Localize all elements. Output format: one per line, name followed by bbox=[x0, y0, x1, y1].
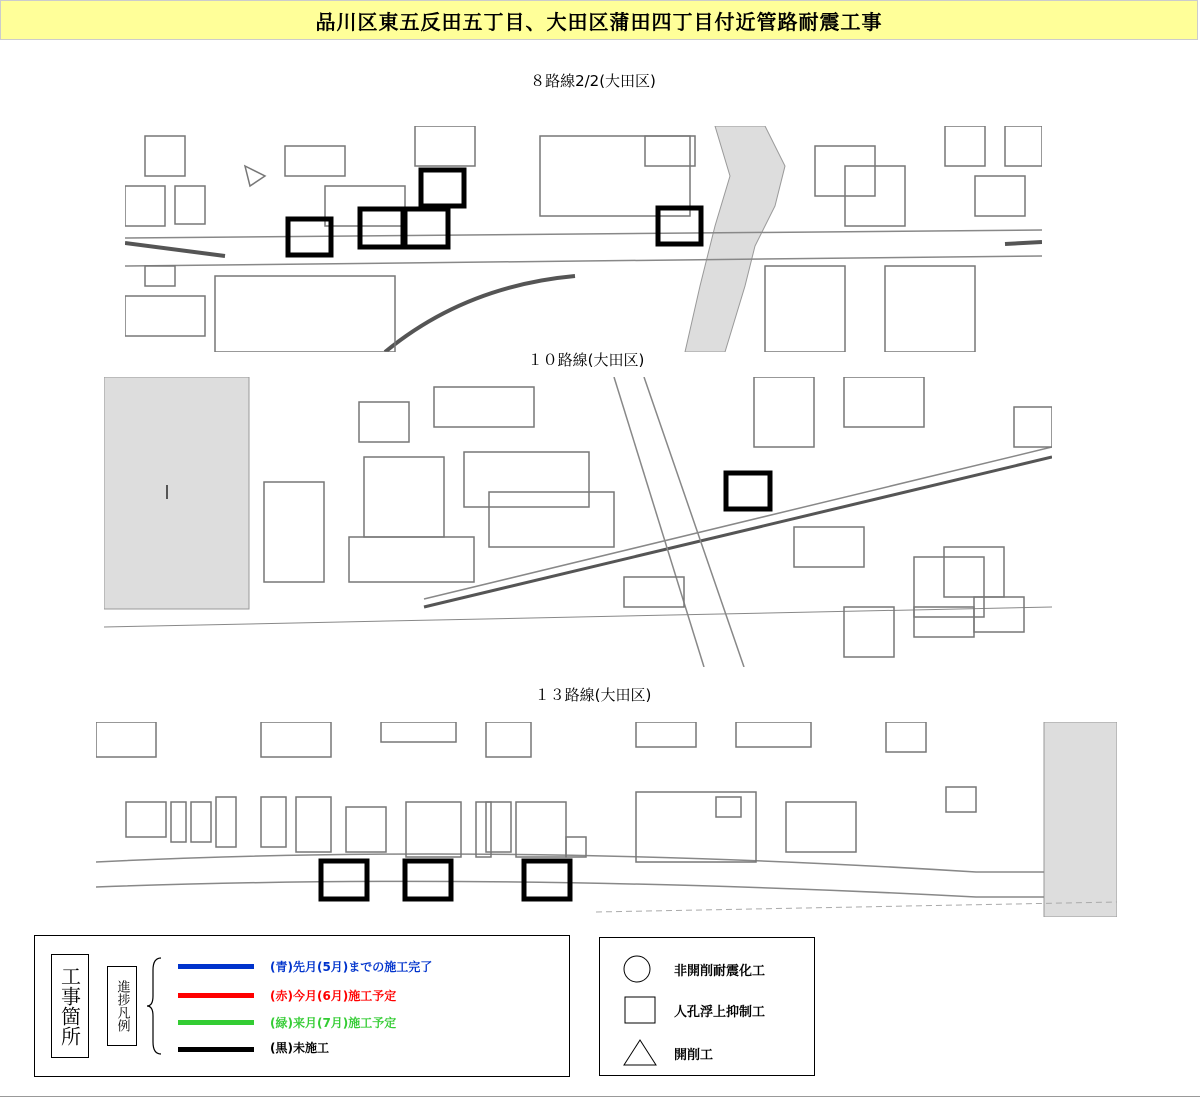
map-route-10 bbox=[104, 377, 1052, 667]
symbol-legend bbox=[599, 937, 815, 1076]
circle-icon bbox=[622, 954, 652, 984]
legend-text-this-month: (赤)今月(6月)施工予定 bbox=[270, 989, 397, 1003]
map-route-10-drawing bbox=[104, 377, 1052, 667]
legend-line-not-started bbox=[178, 1047, 254, 1052]
map-route-13 bbox=[96, 722, 1117, 917]
legend-text-completed: (青)先月(5月)までの施工完了 bbox=[270, 960, 433, 974]
map-label-route-10: １０路線(大田区) bbox=[527, 351, 645, 369]
legend-text-not-started: (黒)未施工 bbox=[270, 1041, 329, 1055]
legend-line-completed bbox=[178, 964, 254, 969]
page-title: 品川区東五反田五丁目、大田区蒲田四丁目付近管路耐震工事 bbox=[0, 0, 1198, 40]
map-label-route-13: １３路線(大田区) bbox=[534, 686, 652, 704]
triangle-icon bbox=[622, 1038, 658, 1068]
legend-line-next-month bbox=[178, 1020, 254, 1025]
map-route-13-drawing bbox=[96, 722, 1117, 917]
progress-label: 進捗凡例 bbox=[107, 966, 137, 1046]
legend-brace bbox=[145, 956, 165, 1056]
map-label-route-8: ８路線2/2(大田区) bbox=[530, 72, 656, 90]
bottom-border bbox=[0, 1096, 1200, 1097]
symbol-text-square: 人孔浮上抑制工 bbox=[674, 1005, 766, 1020]
legend-line-this-month bbox=[178, 993, 254, 998]
map-route-8 bbox=[125, 126, 1042, 352]
section-label: 工事箇所 bbox=[51, 954, 89, 1058]
progress-legend bbox=[34, 935, 570, 1077]
square-icon bbox=[624, 996, 658, 1026]
symbol-text-triangle: 開削工 bbox=[674, 1048, 714, 1063]
legend-text-next-month: (緑)来月(7月)施工予定 bbox=[270, 1016, 397, 1030]
symbol-text-circle: 非開削耐震化工 bbox=[674, 964, 766, 979]
map-route-8-drawing bbox=[125, 126, 1042, 352]
